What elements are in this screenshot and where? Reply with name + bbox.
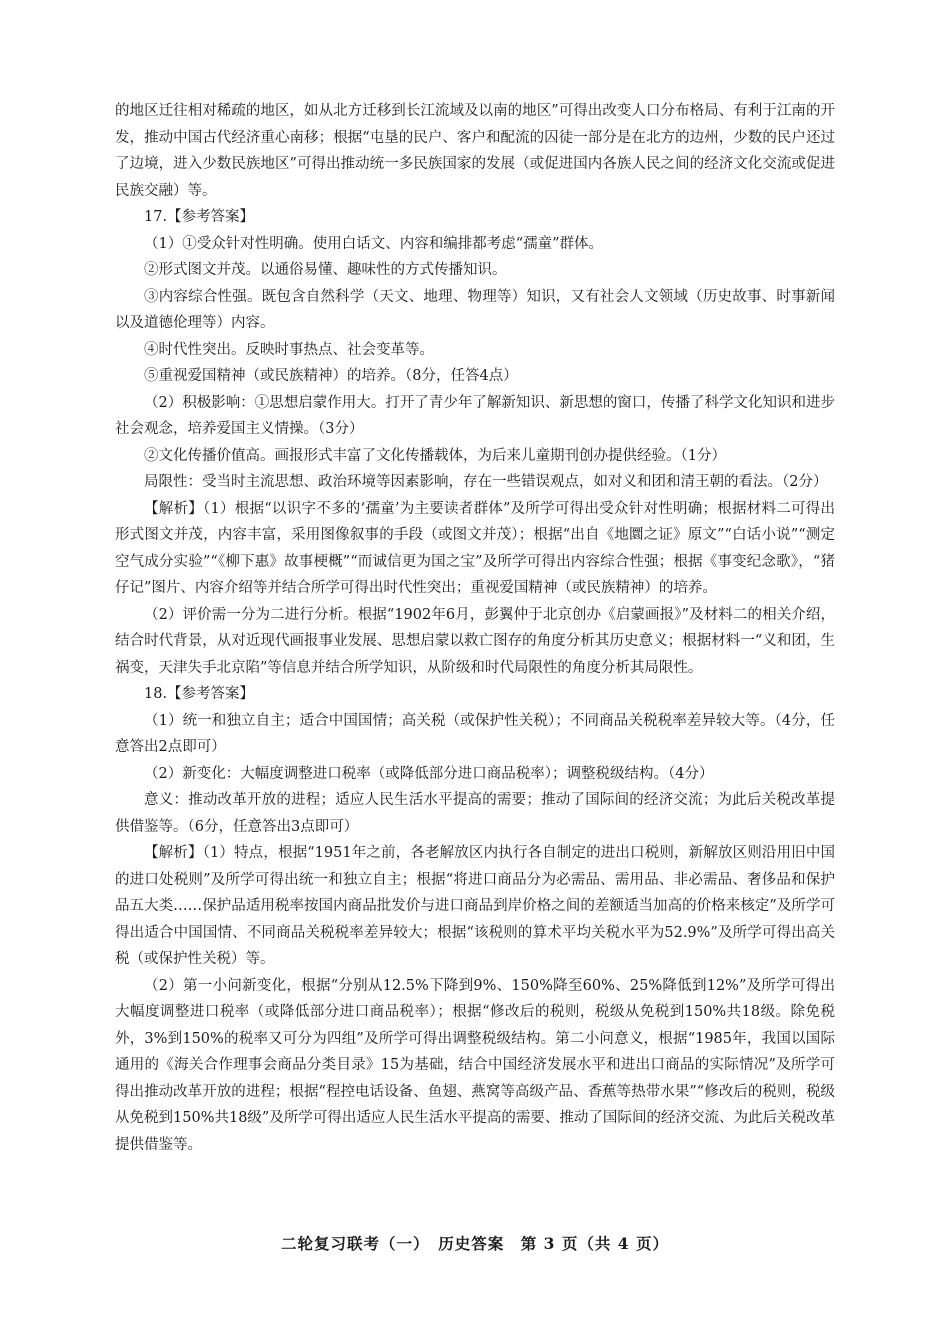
answer-body [115, 98, 835, 1158]
paragraph: （2）积极影响：①思想启蒙作用大。打开了青少年了解新知识、新思想的窗口，传播了科学文化知识和进步社会观念，培养爱国主义情操。（3分） [115, 394, 835, 437]
paragraph: ⑤重视爱国精神（或民族精神）的培养。（8分，任答4点） [144, 368, 518, 384]
paragraph: （2）第一小问新变化，根据“分别从12.5%下降到9%、150%降至60%、25%降低到12%”及所学可得出大幅度调整进口税率（或降低部分进口商品税率）；根据“修改后的税则，税级从免税到150%共18级。除免税外，3%到150%的税率又可分为四组”及所学可得出调整税级结构。第二小问意义，根据“1985年，我国以国际通用的《海关合作理事会商品分类目录》15为基础，结合中国经济发展水平和进出口商品的实际情况”及所学可得出推动改革开放的进程；根据“程控电话设备、鱼翅、燕窝等高级产品、香蕉等热带水果”“修改后的税则，税级从免税到150%共18级”及所学可得出适应人民生活水平提高的需要、推动了国际间的经济交流、为此后关税改革提供借鉴等。 [115, 977, 835, 1153]
paragraph: 的地区迁往相对稀疏的地区，如从北方迁移到长江流域及以南的地区”可得出改变人口分布格局、有利于江南的开发，推动中国古代经济重心南移；根据“屯垦的民户、客户和配流的囚徒一部分是在北方的边州，少数的民户还过了边境，进入少数民族地区”可得出推动统一多民族国家的发展（或促进国内各族人民之间的经济文化交流或促进民族交融）等。 [115, 103, 835, 199]
paragraph: ②形式图文并茂。以通俗易懂、趣味性的方式传播知识。 [144, 262, 507, 278]
paragraph: 17.【参考答案】 [144, 209, 255, 225]
paragraph: （2）评价需一分为二进行分析。根据“1902年6月，彭翼仲于北京创办《启蒙画报》”及材料二的相关介绍，结合时代背景，从对近现代画报事业发展、思想启蒙以救亡图存的角度分析其历史意义；根据材料一“义和团，生祸变，天津失手北京陷”等信息并结合所学知识，从阶级和时代局限性的角度分析其局限性。 [115, 606, 835, 676]
page-footer: 二轮复习联考（一） 历史答案 第 3 页（共 4 页） [281, 1234, 669, 1253]
paragraph: 局限性：受当时主流思想、政治环境等因素影响，存在一些错误观点，如对义和团和清王朝的看法。（2分） [144, 474, 828, 490]
paragraph: （1）统一和独立自主；适合中国国情；高关税（或保护性关税）；不同商品关税税率差异较大等。（4分，任意答出2点即可） [115, 712, 835, 755]
paragraph: ③内容综合性强。既包含自然科学（天文、地理、物理等）知识，又有社会人文领域（历史故事、时事新闻以及道德伦理等）内容。 [115, 288, 835, 331]
paragraph: （2）新变化：大幅度调整进口税率（或降低部分进口商品税率）；调整税级结构。（4分） [144, 765, 714, 782]
paragraph: 18.【参考答案】 [144, 686, 255, 702]
paragraph: ④时代性突出。反映时事热点、社会变革等。 [144, 341, 434, 358]
paragraph: （1）①受众针对性明确。使用白话文、内容和编排都考虑“孺童”群体。 [144, 235, 604, 252]
paragraph: ②文化传播价值高。画报形式丰富了文化传播载体，为后来儿童期刊创办提供经验。（1分） [144, 447, 726, 464]
paragraph: 意义：推动改革开放的进程；适应人民生活水平提高的需要；推动了国际间的经济交流；为此后关税改革提供借鉴等。（6分，任意答出3点即可） [115, 792, 835, 835]
paragraph: 【解析】（1）特点，根据“1951年之前，各老解放区内执行各自制定的进出口税则，新解放区则沿用旧中国的进口处税则”及所学可得出统一和独立自主；根据“将进口商品分为必需品、需用品、非必需品、奢侈品和保护品五大类……保护品适用税率按国内商品批发价与进口商品到岸价格之间的差额适当加高的价格来核定”及所学可得出适合中国国情、不同商品关税税率差异较大；根据“该税则的算术平均关税水平为52.9%”及所学可得出高关税（或保护性关税）等。 [115, 845, 835, 967]
paragraph: 【解析】（1）根据“以识字不多的‘孺童’为主要读者群体”及所学可得出受众针对性明确；根据材料二可得出形式图文并茂，内容丰富，采用图像叙事的手段（或图文并茂）；根据“出自《地圜之证》原文”“白话小说”“测定空气成分实验”“《柳下惠》故事梗概”“而诚信更为国之宝”及所学可得出内容综合性强；根据《事变纪念歌》，“猪仔记”图片、内容介绍等并结合所学可得出时代性突出；重视爱国精神（或民族精神）的培养。 [115, 500, 835, 596]
